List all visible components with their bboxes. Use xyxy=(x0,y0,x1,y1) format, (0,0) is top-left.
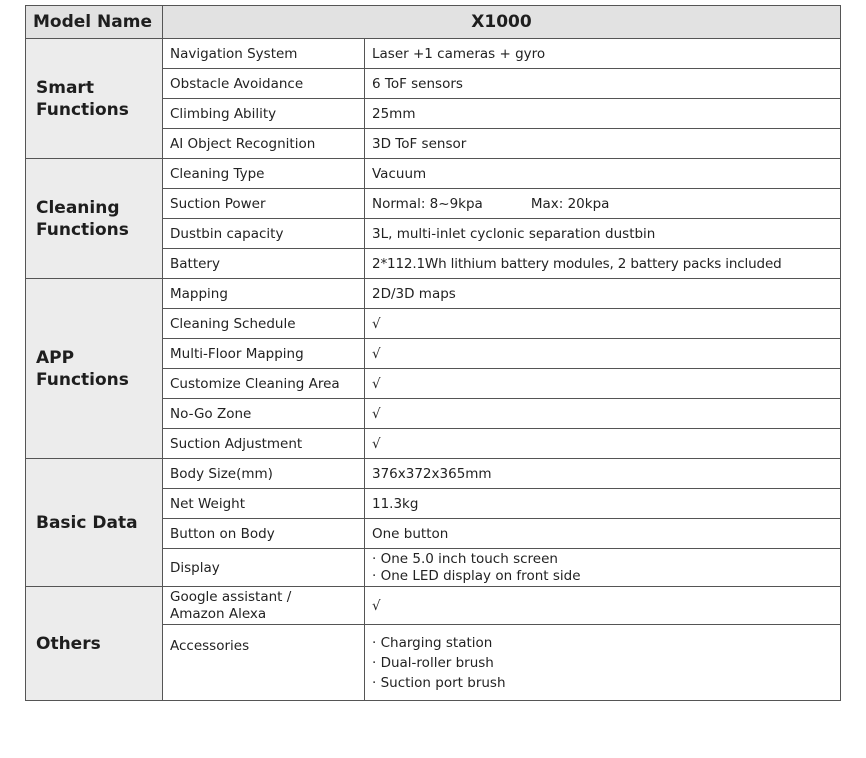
check-mark: √ xyxy=(365,309,841,339)
row-label: Mapping xyxy=(163,279,365,309)
section-title-basic: Basic Data xyxy=(26,459,163,587)
table-row xyxy=(26,39,841,69)
row-label: Google assistant / Amazon Alexa xyxy=(163,587,365,625)
row-label: No-Go Zone xyxy=(163,399,365,429)
model-name-header: Model Name xyxy=(26,6,163,39)
section-title-cleaning: Cleaning Functions xyxy=(26,159,163,279)
row-value xyxy=(365,189,841,219)
row-label: Net Weight xyxy=(163,489,365,519)
row-label: Obstacle Avoidance xyxy=(163,69,365,99)
section-title-app: APP Functions xyxy=(26,279,163,459)
row-value: 2D/3D maps xyxy=(365,279,841,309)
section-title-smart: Smart Functions xyxy=(26,39,163,159)
row-value: 3L, multi-inlet cyclonic separation dustbin xyxy=(365,219,841,249)
suction-normal: Normal: 8~9kpa xyxy=(372,195,483,212)
row-label: Dustbin capacity xyxy=(163,219,365,249)
row-value: 6 ToF sensors xyxy=(365,69,841,99)
row-label: Cleaning Schedule xyxy=(163,309,365,339)
suction-max: Max: 20kpa xyxy=(530,195,610,212)
row-label: Suction Power xyxy=(163,189,365,219)
row-value: 376x372x365mm xyxy=(365,459,841,489)
row-label: Accessories xyxy=(163,625,365,701)
check-mark: √ xyxy=(365,339,841,369)
row-label: AI Object Recognition xyxy=(163,129,365,159)
check-mark: √ xyxy=(365,429,841,459)
row-label: Customize Cleaning Area xyxy=(163,369,365,399)
check-mark: √ xyxy=(365,399,841,429)
check-mark: √ xyxy=(365,587,841,625)
section-title-others: Others xyxy=(26,587,163,701)
row-label: Climbing Ability xyxy=(163,99,365,129)
row-label: Display xyxy=(163,549,365,587)
header-row xyxy=(26,6,841,39)
row-value xyxy=(365,625,841,701)
row-value: Laser +1 cameras + gyro xyxy=(365,39,841,69)
table-row xyxy=(26,159,841,189)
row-label: Navigation System xyxy=(163,39,365,69)
row-value: 3D ToF sensor xyxy=(365,129,841,159)
row-label: Body Size(mm) xyxy=(163,459,365,489)
row-value xyxy=(365,549,841,587)
accessory-item: · Charging station xyxy=(372,634,493,651)
row-value: One button xyxy=(365,519,841,549)
row-label: Suction Adjustment xyxy=(163,429,365,459)
row-label: Cleaning Type xyxy=(163,159,365,189)
row-label: Multi-Floor Mapping xyxy=(163,339,365,369)
row-value: 25mm xyxy=(365,99,841,129)
table-row xyxy=(26,459,841,489)
row-label: Battery xyxy=(163,249,365,279)
check-mark: √ xyxy=(365,369,841,399)
accessory-item: · Dual-roller brush xyxy=(372,654,494,671)
row-value: 2*112.1Wh lithium battery modules, 2 battery packs included xyxy=(365,249,841,279)
display-line-2: · One LED display on front side xyxy=(372,567,581,584)
row-value: Vacuum xyxy=(365,159,841,189)
table-row xyxy=(26,587,841,625)
table-row xyxy=(26,279,841,309)
display-line-1: · One 5.0 inch touch screen xyxy=(372,550,558,567)
row-value: 11.3kg xyxy=(365,489,841,519)
accessory-item: · Suction port brush xyxy=(372,674,506,691)
model-value-header: X1000 xyxy=(163,6,841,39)
spec-table xyxy=(25,5,841,701)
row-label: Button on Body xyxy=(163,519,365,549)
